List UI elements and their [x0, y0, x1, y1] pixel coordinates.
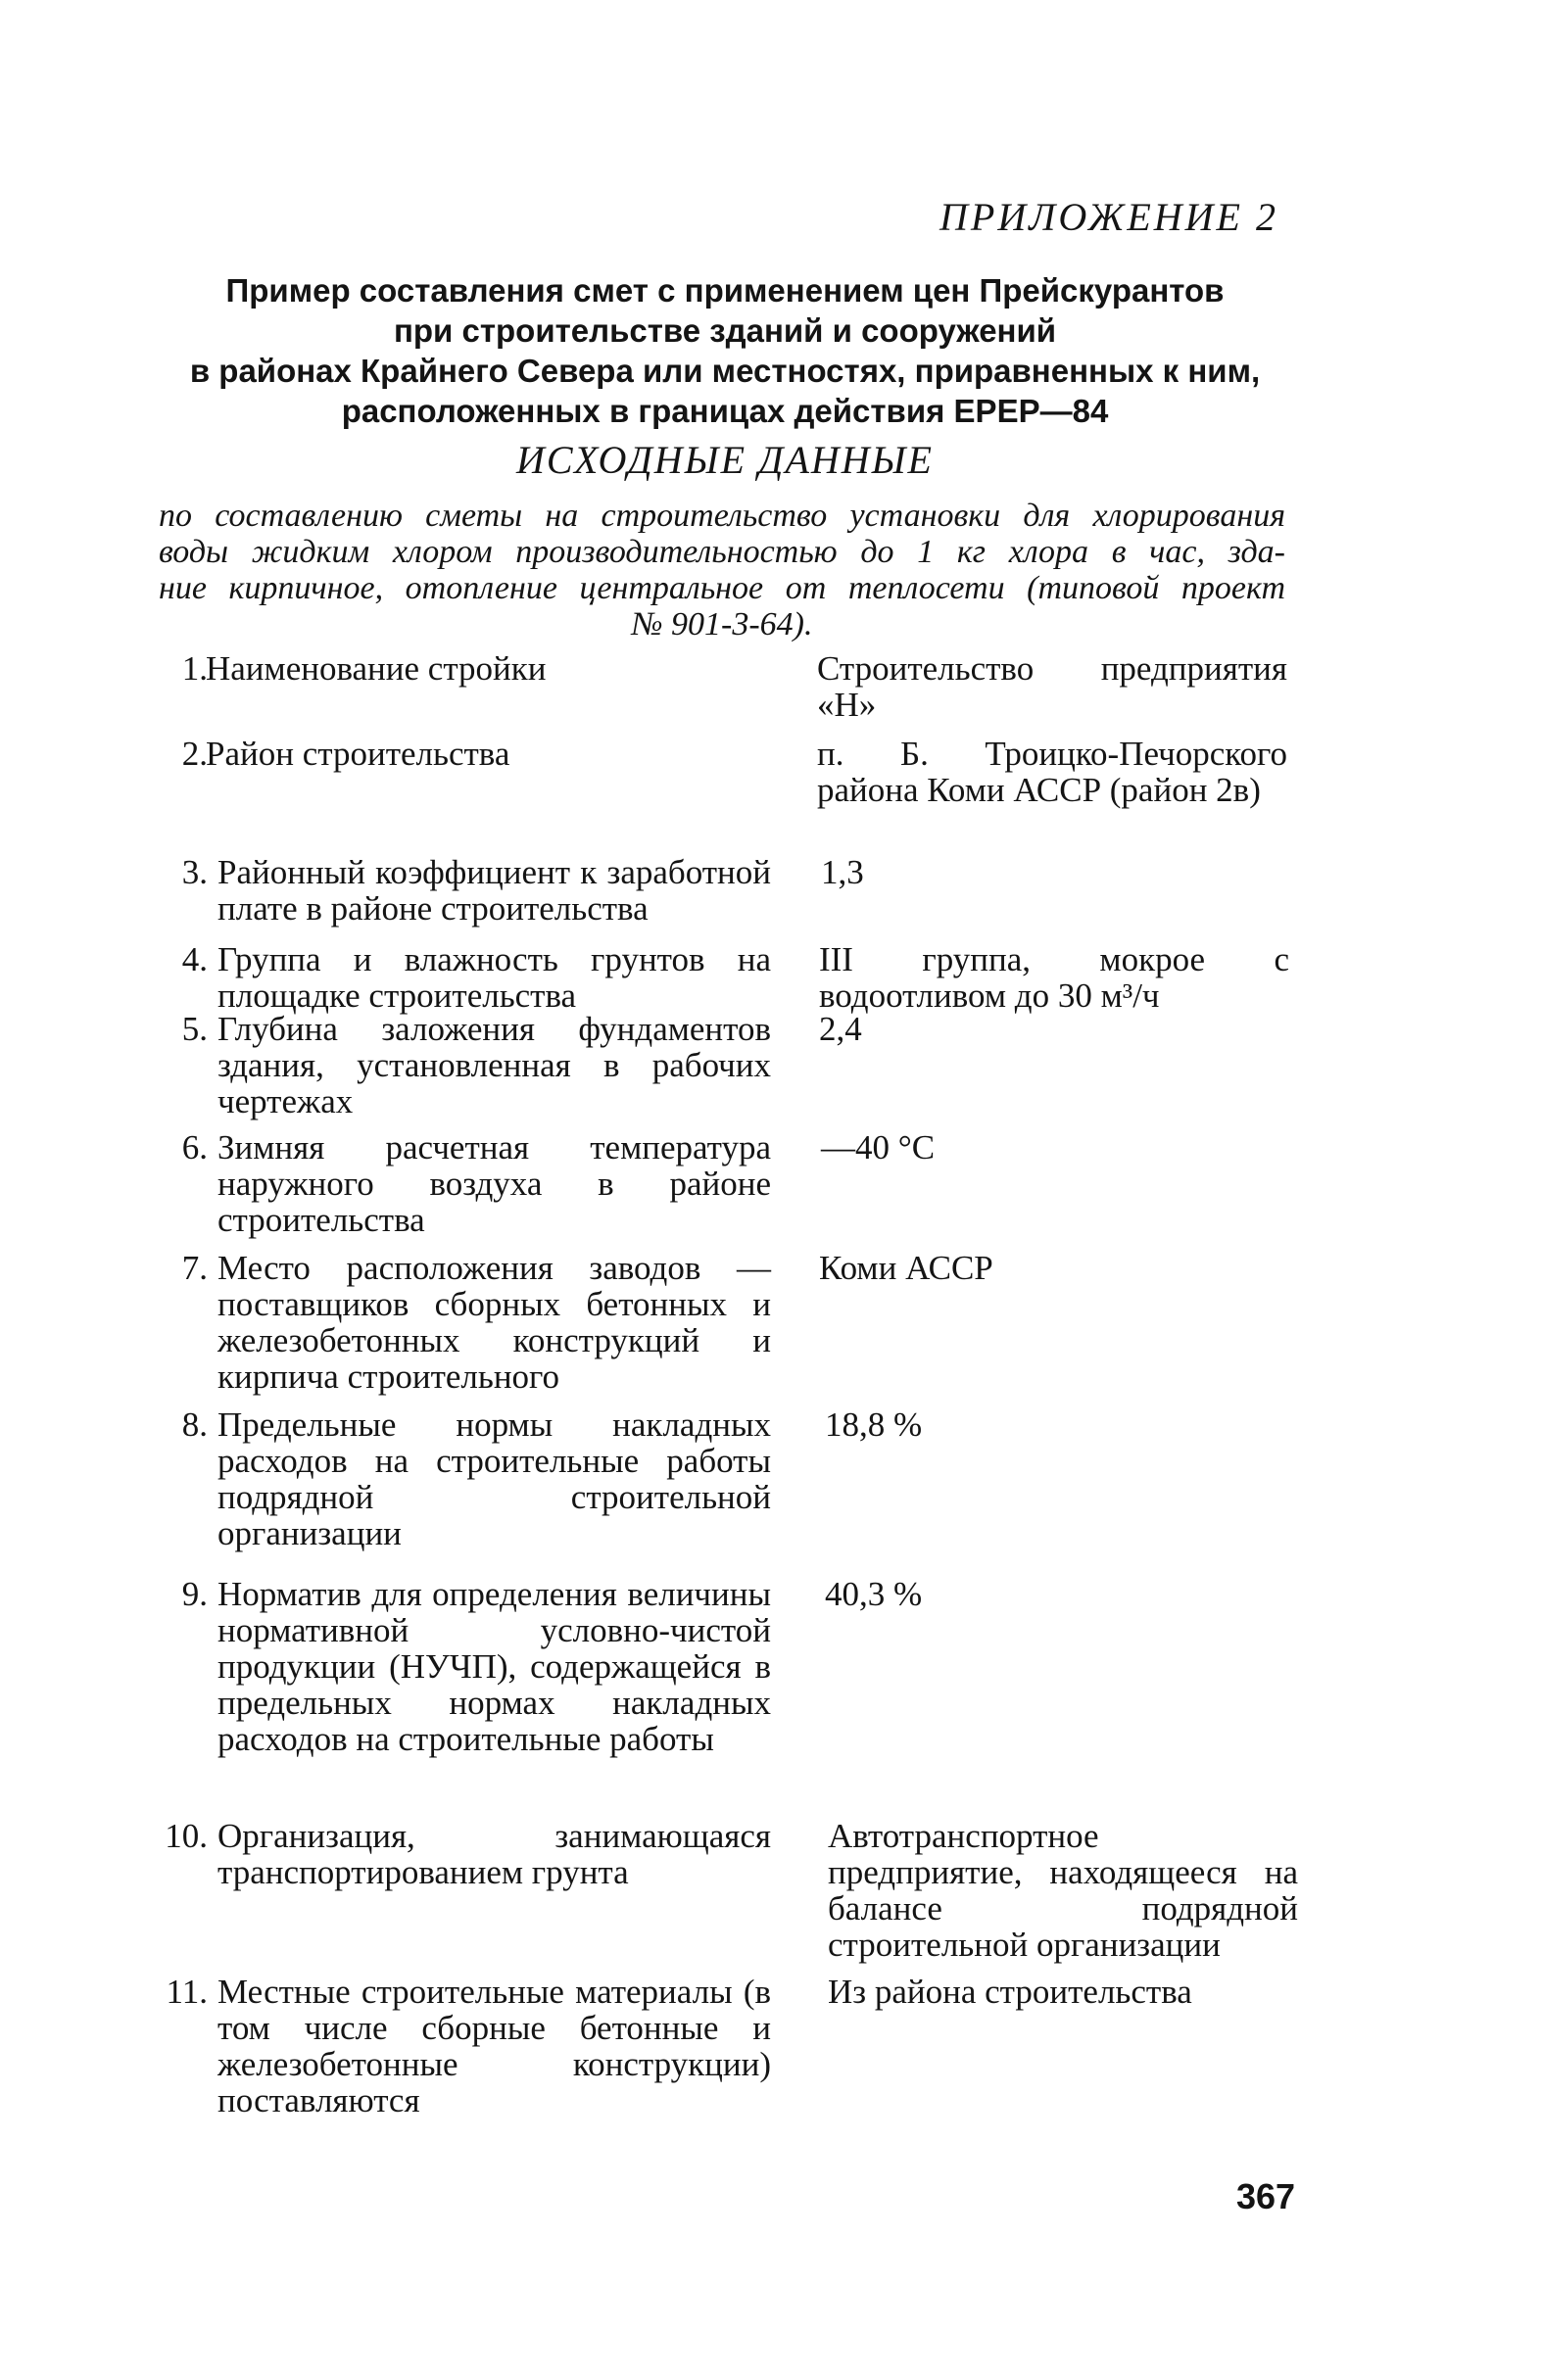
- item-number: 11.: [166, 1973, 208, 2011]
- item-value: 1,3: [821, 853, 864, 891]
- item-term: Группа и влажность грунтов на площадке строительства: [217, 940, 771, 1015]
- description-line: № 901-3-64).: [631, 606, 813, 643]
- item-term: Наименование стройки: [206, 649, 547, 688]
- item-term: Местные строительные материалы (в том числе сборные бетонные и железобетонные конструкции) поставляются: [217, 1973, 771, 2119]
- item-value: Строительство предприятия «Н»: [817, 649, 1287, 724]
- item-number: 3.: [181, 853, 208, 891]
- item-number: 10.: [165, 1817, 208, 1855]
- item-term: Организация, занимающаяся транспортированием грунта: [217, 1817, 771, 1891]
- item-number: 9.: [181, 1575, 208, 1613]
- description-line: ние кирпичное, отопление центральное от теплосети (типовой проект: [159, 570, 1285, 606]
- item-value: III группа, мокрое с водоотливом до 30 м³/ч: [819, 940, 1289, 1015]
- title-line: при строительстве зданий и сооружений: [393, 312, 1057, 349]
- item-term: Предельные нормы накладных расходов на строительные работы подрядной строительной организации: [217, 1405, 771, 1552]
- appendix-label: ПРИЛОЖЕНИЕ 2: [939, 195, 1278, 239]
- item-value: п. Б. Троицко-Печорского района Коми АССР (район 2в): [817, 735, 1287, 809]
- item-term: Районный коэффициент к заработной плате в районе строительства: [217, 853, 771, 928]
- item-value: Из района строительства: [828, 1973, 1192, 2011]
- title-line: в районах Крайнего Севера или местностях, приравненных к ним,: [189, 353, 1261, 389]
- section-heading: ИСХОДНЫЕ ДАННЫЕ: [516, 438, 934, 482]
- item-term: Зимняя расчетная температура наружного воздуха в районе строительства: [217, 1128, 771, 1239]
- title-line: Пример составления смет с применением цен Прейскурантов: [225, 272, 1225, 309]
- item-term: Место расположения заводов — поставщиков сборных бетонных и железобетонных конструкций и кирпича строительного: [217, 1249, 771, 1396]
- item-value: —40 °С: [821, 1128, 936, 1166]
- item-value: 40,3 %: [825, 1575, 923, 1613]
- description-line: по составлению сметы на строительство установки для хлорирования: [159, 498, 1285, 534]
- item-number: 2.: [181, 735, 208, 773]
- item-number: 4.: [181, 940, 208, 978]
- title-line: расположенных в границах действия ЕРЕР—84: [341, 393, 1109, 429]
- item-number: 7.: [181, 1249, 208, 1287]
- item-number: 5.: [181, 1010, 208, 1048]
- item-number: 1.: [181, 649, 208, 688]
- description-line: воды жидким хлором производительностью до 1 кг хлора в час, зда-: [159, 534, 1285, 570]
- page-number: 367: [1236, 2176, 1296, 2216]
- item-number: 6.: [181, 1128, 208, 1166]
- item-value: Автотранспортное предприятие, находящееся на балансе подрядной строительной организации: [828, 1817, 1298, 1964]
- item-value: 2,4: [819, 1010, 862, 1048]
- item-value: Коми АССР: [819, 1249, 993, 1287]
- item-term: Глубина заложения фундаментов здания, установленная в рабочих чертежах: [217, 1010, 771, 1120]
- item-number: 8.: [181, 1405, 208, 1444]
- item-value: 18,8 %: [825, 1405, 923, 1444]
- item-term: Норматив для определения величины нормативной условно-чистой продукции (НУЧП), содержащейся в предельных нормах накладных расходов на строительные работы: [217, 1575, 771, 1758]
- item-term: Район строительства: [206, 735, 510, 773]
